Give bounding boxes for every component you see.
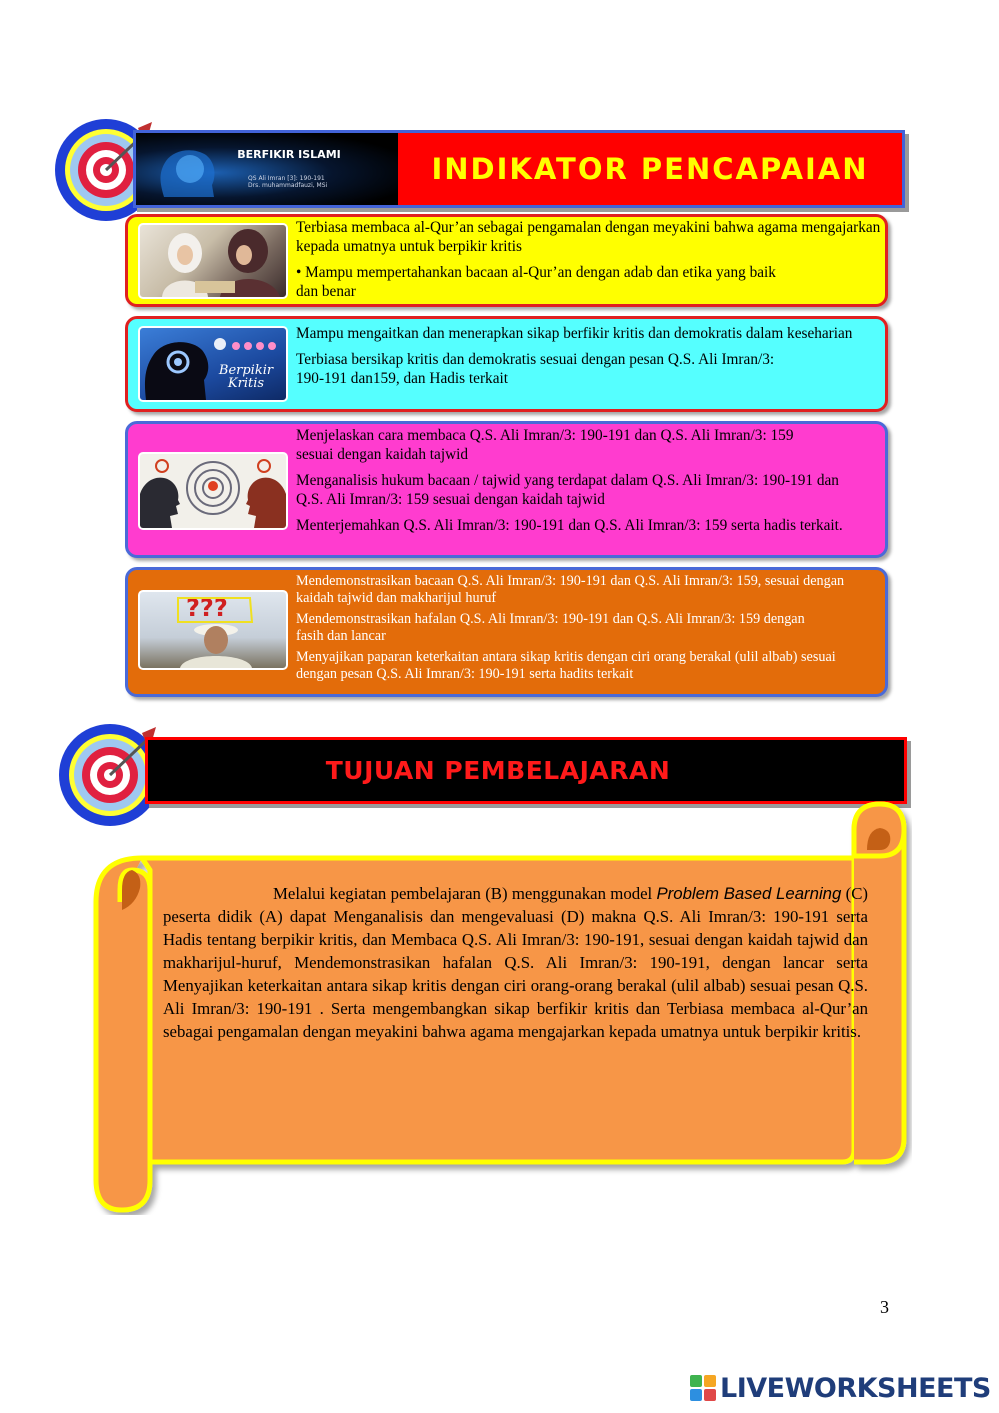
indikator-line: Menjelaskan cara membaca Q.S. Ali Imran/3: 190-191 dan Q.S. Ali Imran/3: 159 sesuai dengan kaidah tajwid [296, 427, 794, 463]
page-number: 3 [880, 1297, 889, 1317]
banner-sub-line: Drs. muhammadfauzi, MSi [248, 182, 328, 189]
students-reading-image [138, 223, 288, 299]
indikator-line: Menganalisis hukum bacaan / tajwid yang terdapat dalam Q.S. Ali Imran/3: 190-191 dan Q.S. Ali Imran/3: 159 sesuai dengan kaidah tajwid [296, 472, 839, 508]
tujuan-paragraph [163, 882, 868, 1043]
indikator-text-3 [296, 426, 885, 535]
indikator-line: Mendemonstrasikan bacaan Q.S. Ali Imran/3: 190-191 dan Q.S. Ali Imran/3: 159, sesuai dengan kaidah tajwid dan makharijul huruf [296, 573, 845, 606]
indikator-line: Terbiasa membaca al-Qur’an sebagai pengamalan dengan meyakini bahwa agama mengajarkan kepada umatnya untuk berpikir kritis [296, 219, 881, 255]
berpikir-kritis-image [138, 326, 288, 402]
indikator-header [133, 130, 905, 208]
indikator-box-1 [125, 214, 888, 307]
berpikir-kritis-label: Berpikir Kritis [218, 363, 274, 391]
indikator-text-2 [296, 324, 885, 388]
tujuan-text-start: Melalui kegiatan pembelajaran (B) menggunakan model [273, 884, 657, 903]
indikator-title: INDIKATOR PENCAPAIAN [431, 152, 869, 186]
liveworksheets-icon [690, 1375, 716, 1401]
head-silhouette-icon [154, 143, 224, 199]
banner-sub-line: QS Ali Imran [3]: 190-191 [248, 175, 325, 182]
indikator-box-2 [125, 316, 888, 412]
liveworksheets-wordmark: LIVEWORKSHEETS [720, 1372, 991, 1404]
indikator-line: Terbiasa bersikap kritis dan demokratis sesuai dengan pesan Q.S. Ali Imran/3: 190-191 dan159, dan Hadis terkait [296, 351, 775, 387]
indikator-line: Mendemonstrasikan hafalan Q.S. Ali Imran/3: 190-191 dan Q.S. Ali Imran/3: 159 dengan fasih dan lancar [296, 611, 805, 644]
tujuan-header [145, 737, 907, 804]
indikator-line: • Mampu mempertahankan bacaan al-Qur’an dengan adab dan etika yang baik dan benar [296, 264, 776, 300]
svg-text:???: ??? [186, 594, 228, 622]
berfikir-islami-banner [136, 133, 398, 205]
thinking-man-image [138, 590, 288, 670]
banner-title: BERFIKIR ISLAMI [237, 148, 341, 161]
tujuan-title: TUJUAN PEMBELAJARAN [325, 756, 671, 785]
indikator-text-4 [296, 573, 885, 683]
banner-subtitle [248, 175, 327, 189]
indikator-box-3 [125, 421, 888, 558]
indikator-text-1 [296, 218, 885, 301]
liveworksheets-logo[interactable] [690, 1372, 991, 1404]
indikator-box-4 [125, 567, 888, 697]
indikator-line: Menyajikan paparan keterkaitan antara sikap kritis dengan ciri orang berakal (ulil albab) sesuai dengan pesan Q.S. Ali Imran/3: 190-191 serta hadits terkait [296, 649, 836, 682]
indikator-line: Mampu mengaitkan dan menerapkan sikap berfikir kritis dan demokratis dalam keseharian [296, 325, 853, 342]
tujuan-model-name: Problem Based Learning [656, 884, 842, 903]
indikator-line: Menterjemahkan Q.S. Ali Imran/3: 190-191 dan Q.S. Ali Imran/3: 159 serta hadis terkait. [296, 517, 843, 534]
critical-thinking-heads-image [138, 452, 288, 530]
tujuan-text-rest: (C) peserta didik (A) dapat Menganalisis dan mengevaluasi (D) makna Q.S. Ali Imran/3: 190-191 serta Hadis tentang berpikir kritis, dan Membaca Q.S. Ali Imran/3: 190-191, sesuai dengan kaidah tajwid dan makharijul-huruf, Mendemonstrasikan hafalan Q.S. Ali Imran/3: 190-191, dengan lancar serta Menyajikan keterkaitan antara sikap kritis dengan ciri orang-orang berakal (ulil albab) sesuai pesan Q.S. Ali Imran/3: 190-191 . Serta mengembangkan sikap berfikir kritis dan Terbiasa membaca al-Qur’an sebagai pengamalan dengan meyakini bahwa agama mengajarkan kepada umatnya untuk berpikir kritis. [163, 884, 868, 1041]
